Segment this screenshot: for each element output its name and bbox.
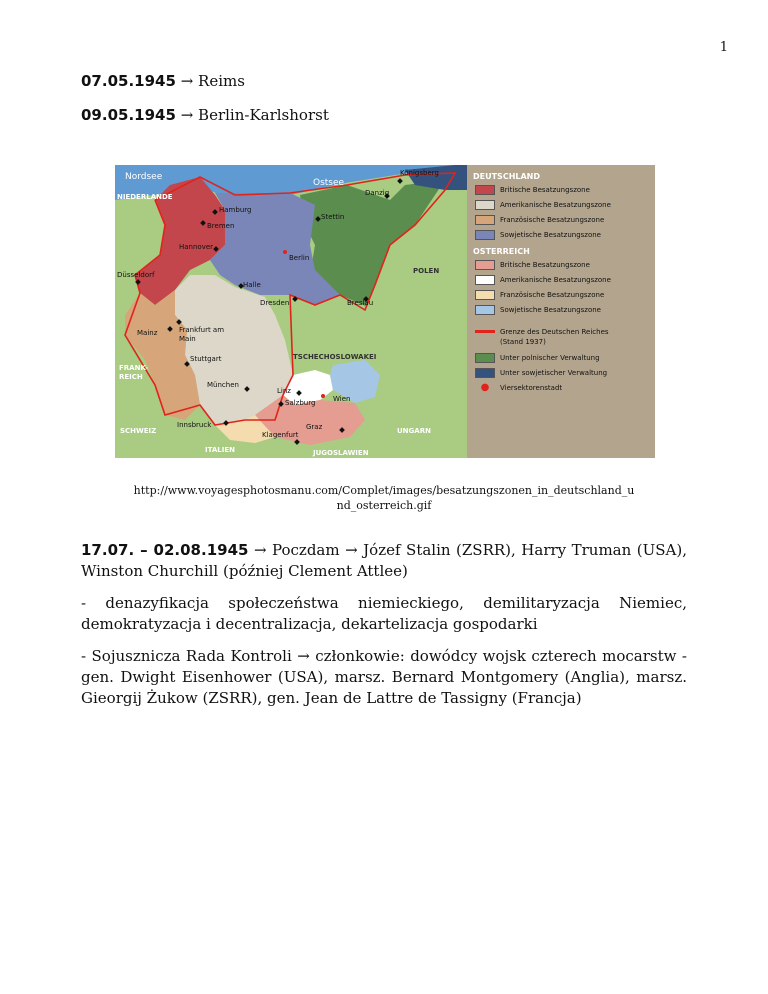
legend-label: (Stand 1937) [500, 337, 546, 346]
legend-label: Französische Besatzungszone [500, 215, 605, 224]
map-legend [467, 165, 655, 458]
label-duesseldorf: Düsseldorf [117, 271, 155, 279]
legend-item [475, 273, 611, 286]
label-danzig: Danzig [365, 189, 390, 197]
legend-line-swatch [475, 330, 495, 333]
legend-swatch [475, 200, 495, 210]
legend-item [475, 288, 604, 301]
map-drawing [115, 165, 467, 458]
label-berlin: Berlin [289, 254, 310, 262]
legend-swatch [475, 215, 495, 225]
legend-swatch [475, 185, 495, 195]
label-ungarn: UNGARN [397, 427, 431, 435]
legend-swatch [475, 260, 495, 270]
label-klagenfurt: Klagenfurt [262, 431, 299, 439]
label-jugoslawien: JUGOSLAWIEN [313, 449, 369, 457]
label-tschechoslowakei: TSCHECHOSLOWAKEI [293, 353, 377, 361]
legend-item [475, 366, 607, 379]
label-stettin: Stettin [321, 213, 345, 221]
label-main: Main [179, 335, 196, 343]
legend-label: Viersektorenstadt [500, 383, 563, 392]
label-breslau: Breslau [347, 299, 374, 307]
label-polen: POLEN [413, 267, 440, 275]
page-number: 1 [719, 40, 728, 55]
berlin-marker [283, 250, 287, 254]
label-koenigsberg: Königsberg [400, 169, 439, 177]
legend-swatch [475, 275, 495, 285]
source-line-1: http://www.voyagesphotosmanu.com/Complet/images/besatzungszonen_in_deutschland_u [133, 484, 635, 497]
event-date: 07.05.1945 [81, 72, 176, 90]
potsdam-date: 17.07. – 02.08.1945 [81, 541, 249, 559]
label-salzburg: Salzburg [285, 399, 316, 407]
label-nordsee: Nordsee [125, 172, 163, 182]
image-source [81, 483, 687, 513]
legend-swatch [475, 368, 495, 378]
potsdam-paragraph [81, 540, 687, 582]
label-stuttgart: Stuttgart [190, 355, 222, 363]
legend-label: Unter sowjetischer Verwaltung [500, 368, 608, 377]
event-karlshorst [81, 106, 329, 124]
event-reims [81, 72, 245, 90]
legend-swatch [475, 230, 495, 240]
legend-label: Sowjetische Besatzungszone [500, 305, 601, 314]
label-graz: Graz [306, 423, 323, 431]
legend-label: Sowjetische Besatzungszone [500, 230, 601, 239]
event-date: 09.05.1945 [81, 106, 176, 124]
label-hannover: Hannover [179, 243, 214, 251]
event-place: Reims [198, 72, 245, 90]
label-halle: Halle [243, 281, 261, 289]
label-frank: FRANK- [119, 364, 149, 372]
legend-item [475, 228, 601, 241]
event-place: Berlin-Karlshorst [198, 106, 329, 124]
legend-item [475, 198, 611, 211]
legend-swatch [475, 290, 495, 300]
label-wien: Wien [333, 395, 351, 403]
wien-marker [321, 394, 325, 398]
legend-item [475, 258, 590, 271]
label-frankfurt: Frankfurt am [179, 326, 225, 334]
label-mainz: Mainz [137, 329, 158, 337]
label-schweiz: SCHWEIZ [120, 427, 157, 435]
label-reich: REICH [119, 373, 143, 381]
legend-item [475, 351, 600, 364]
label-bremen: Bremen [207, 222, 235, 230]
legend-label: Britische Besatzungszone [500, 260, 590, 269]
legend-germany-title: DEUTSCHLAND [473, 172, 541, 181]
legend-item-border-sub [500, 335, 546, 348]
label-muenchen: München [207, 381, 239, 389]
legend-label: Amerikanische Besatzungszone [500, 275, 611, 284]
legend-item [475, 183, 590, 196]
legend-swatch [475, 305, 495, 315]
label-dresden: Dresden [260, 299, 290, 307]
label-hamburg: Hamburg [219, 206, 252, 214]
arrow: → [180, 72, 194, 90]
label-italien: ITALIEN [205, 446, 235, 454]
potsdam-text: → Poczdam → Józef Stalin (ZSRR), Harry Truman (USA), Winston Churchill (później Clement Attlee) [81, 541, 688, 580]
label-linz: Linz [277, 387, 291, 395]
control-council: - Sojusznicza Rada Kontroli → członkowie: dowódcy wojsk czterech mocarstw - gen. Dwight Eisenhower (USA), marsz. Bernard Montgomery (Anglia), marsz. Gieorgij Żukow (ZSRR), gen. Jean de Lattre de Tassigny (Francja) [81, 647, 687, 707]
potsdam-decisions: - denazyfikacja społeczeństwa niemieckiego, demilitaryzacja Niemiec, demokratyzacja i decentralizacja, dekartelizacja gospodarki [81, 594, 687, 633]
label-niederlande: NIEDERLANDE [117, 193, 173, 201]
legend-item [475, 303, 601, 316]
label-innsbruck: Innsbruck [177, 421, 212, 429]
label-ostsee: Ostsee [313, 178, 345, 188]
legend-label: Amerikanische Besatzungszone [500, 200, 611, 209]
legend-swatch [475, 353, 495, 363]
legend-austria-title: OSTERREICH [473, 247, 530, 256]
legend-label: Französische Besatzungszone [500, 290, 605, 299]
legend-item [475, 213, 604, 226]
legend-item [475, 381, 562, 394]
legend-dot-icon: ● [480, 382, 490, 393]
source-line-2: nd_osterreich.gif [336, 499, 432, 512]
legend-label: Unter polnischer Verwaltung [500, 353, 600, 362]
arrow: → [180, 106, 194, 124]
legend-label: Grenze des Deutschen Reiches [500, 327, 609, 336]
legend-label: Britische Besatzungszone [500, 185, 590, 194]
occupation-zones-map [115, 165, 655, 458]
